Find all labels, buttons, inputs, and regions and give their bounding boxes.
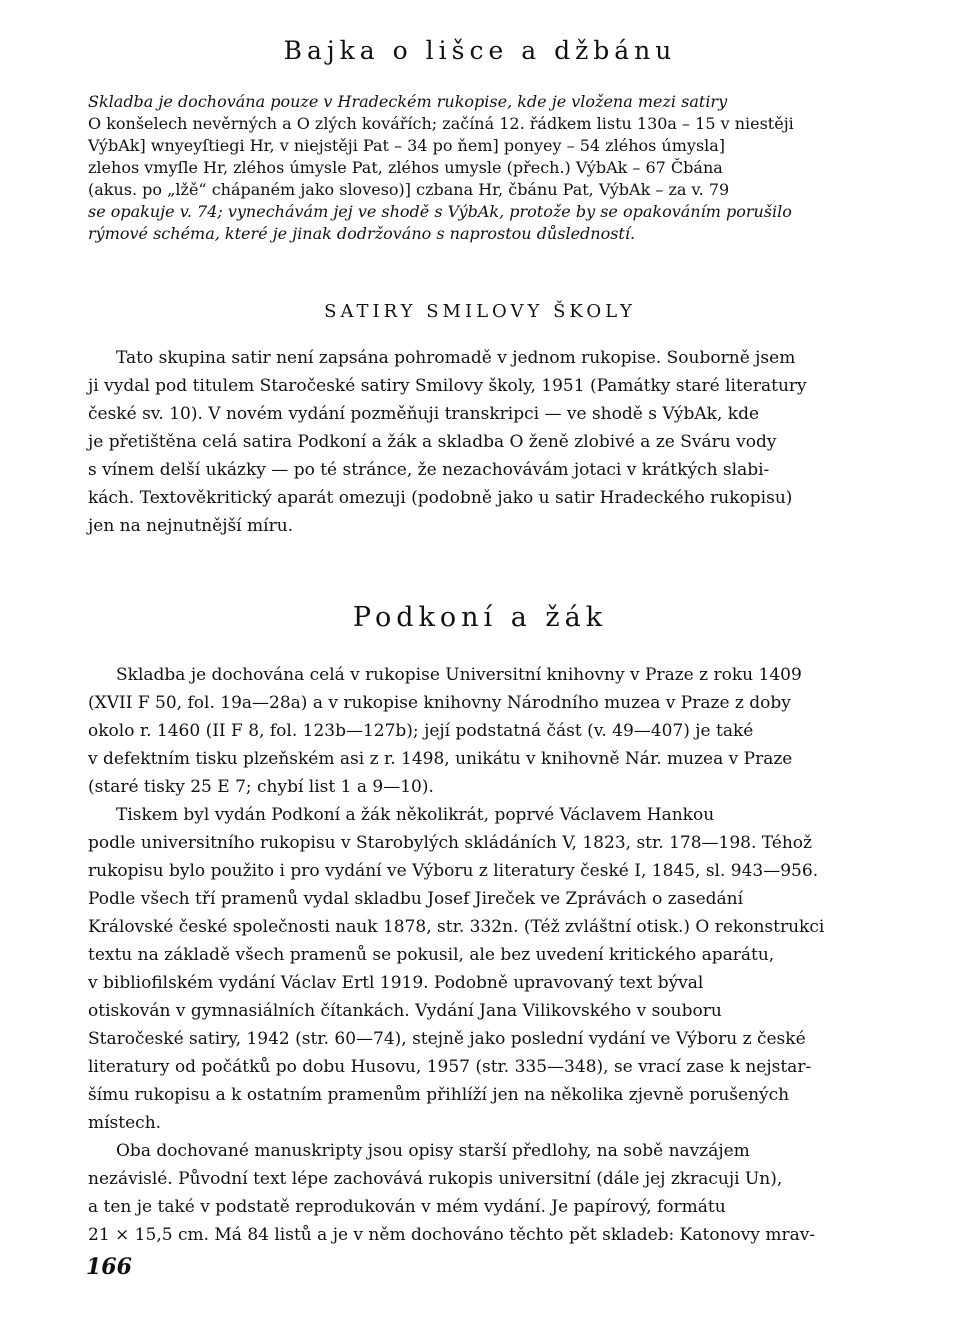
para-line: Tato skupina satir není zapsána pohromadě v jednom rukopise. Souborně jsem (116, 348, 796, 368)
note-line: VýbAk] wnyeyſtiegi Hr, v niejstěji Pat – 34 po ňem] ponyey – 54 zléhos úmysla] (88, 136, 726, 155)
para-line: místech. (88, 1113, 162, 1133)
para-line: je přetištěna celá satira Podkoní a žák a skladba O ženě zlobivé a ze Sváru vody (88, 432, 777, 452)
para-line: okolo r. 1460 (II F 8, fol. 123b—127b); její podstatná část (v. 49—407) je také (88, 721, 754, 741)
note-line: Skladba je dochována pouze v Hradeckém rukopise, kde je vložena mezi satiry (88, 92, 728, 111)
para-line: šímu rukopisu a k ostatním pramenům přihlíží jen na několika zjevně porušených (88, 1085, 790, 1105)
page-number: 166 (86, 1254, 132, 1280)
para-line: Podle všech tří pramenů vydal skladbu Josef Jireček ve Zprávách o zasedání (88, 889, 744, 909)
note-line: O konšelech nevěrných a O zlých kovářích; začíná 12. řádkem listu 130a – 15 v niestěji (88, 114, 794, 133)
para-line: otiskován v gymnasiálních čítankách. Vydání Jana Vilikovského v souboru (88, 1001, 722, 1021)
note-line: se opakuje v. 74; vynechávám jej ve shodě s VýbAk, protože by se opakováním porušilo (88, 202, 792, 221)
para-line: 21 × 15,5 cm. Má 84 listů a je v něm dochováno těchto pět skladeb: Katonovy mrav- (88, 1225, 816, 1245)
note-line: (akus. po „lžě“ chápaném jako sloveso)] czbana Hr, čbánu Pat, VýbAk – za v. 79 (88, 180, 730, 199)
para-line: s vínem delší ukázky — po té stránce, že nezachovávám jotaci v krátkých slabi- (88, 460, 770, 480)
para-line: v bibliofilském vydání Václav Ertl 1919. Podobně upravovaný text býval (88, 973, 704, 993)
fable-title: Bajka o lišce a džbánu (283, 36, 677, 65)
section-paragraph (88, 344, 872, 540)
section-heading: SATIRY SMILOVY ŠKOLY (324, 301, 636, 322)
para-line: ji vydal pod titulem Staročeské satiry Smilovy školy, 1951 (Památky staré literatury (88, 376, 807, 396)
para-line: (staré tisky 25 E 7; chybí list 1 a 9—10). (88, 777, 434, 797)
para-line: české sv. 10). V novém vydání pozměňuji transkripci — ve shodě s VýbAk, kde (88, 404, 760, 424)
document-page (88, 36, 872, 1249)
chapter-title: Podkoní a žák (352, 602, 608, 633)
para-line: Tiskem byl vydán Podkoní a žák několikrát, poprvé Václavem Hankou (116, 805, 715, 825)
para-line: a ten je také v podstatě reprodukován v mém vydání. Je papírový, formátu (88, 1197, 726, 1217)
chapter-paragraph-2 (88, 801, 872, 1137)
para-line: v defektním tisku plzeňském asi z r. 1498, unikátu v knihovně Nár. muzea v Praze (88, 749, 793, 769)
para-line: jen na nejnutnější míru. (88, 516, 294, 536)
note-line: zlehos vmyſle Hr, zléhos úmysle Pat, zléhos umysle (přech.) VýbAk – 67 Čbána (88, 158, 723, 177)
para-line: nezávislé. Původní text lépe zachovává rukopis universitní (dále jej zkracuji Un), (88, 1169, 783, 1189)
spacer (88, 540, 872, 602)
para-line: Skladba je dochována celá v rukopise Universitní knihovny v Praze z roku 1409 (116, 665, 802, 685)
para-line: Staročeské satiry, 1942 (str. 60—74), stejně jako poslední vydání ve Výboru z české (88, 1029, 806, 1049)
para-line: podle universitního rukopisu v Starobylých skládáních V, 1823, str. 178—198. Téhož (88, 833, 812, 853)
para-line: rukopisu bylo použito i pro vydání ve Výboru z literatury české I, 1845, sl. 943—956. (88, 861, 819, 881)
para-line: Královské české společnosti nauk 1878, str. 332n. (Též zvláštní otisk.) O rekonstrukci (88, 917, 825, 937)
para-line: (XVII F 50, fol. 19a—28a) a v rukopise knihovny Národního muzea v Praze z doby (88, 693, 791, 713)
note-line: rýmové schéma, které je jinak dodržováno s naprostou důsledností. (88, 224, 636, 243)
fable-note (88, 91, 872, 245)
para-line: textu na základě všech pramenů se pokusil, ale bez uvedení kritického aparátu, (88, 945, 775, 965)
chapter-paragraph-3 (88, 1137, 872, 1249)
para-line: literatury od počátků po dobu Husovu, 1957 (str. 335—348), se vrací zase k nejstar- (88, 1057, 812, 1077)
para-line: Oba dochované manuskripty jsou opisy starší předlohy, na sobě navzájem (116, 1141, 750, 1161)
para-line: kách. Textověkritický aparát omezuji (podobně jako u satir Hradeckého rukopisu) (88, 488, 793, 508)
chapter-paragraph-1 (88, 661, 872, 801)
